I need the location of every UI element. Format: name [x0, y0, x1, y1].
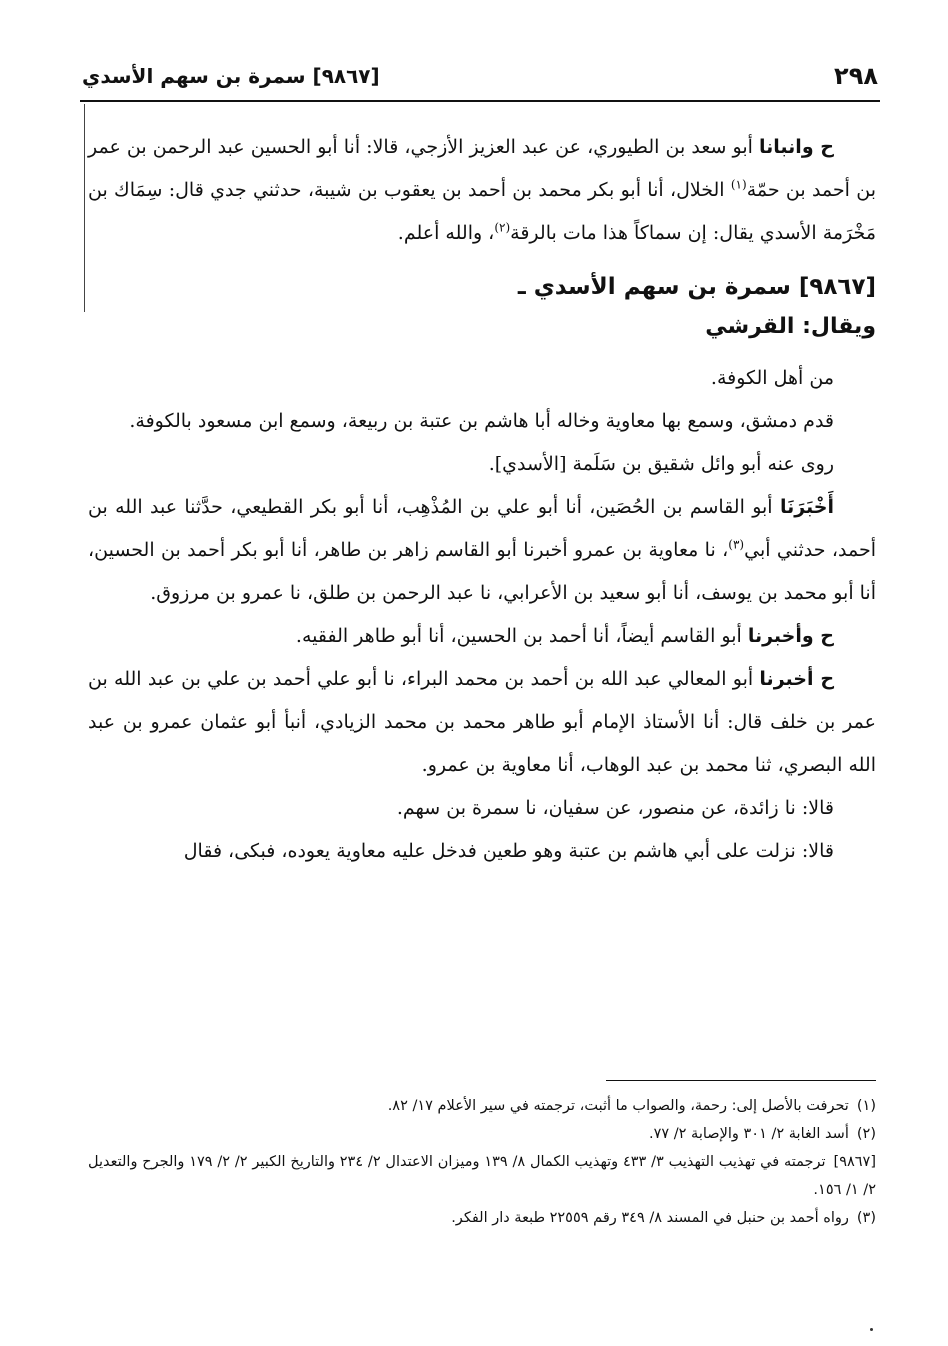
paragraph-text: الخلال، أنا أبو بكر محمد بن أحمد بن يعقوب بن شيبة، حدثني جدي قال: سِمَاك بن مَخْرَمة الأسدي يقال: إن سماكاً هذا مات بالرقة: [88, 179, 876, 244]
paragraph-text: ، نا معاوية بن عمرو أخبرنا أبو القاسم زاهر بن طاهر، أنا أبو بكر أحمد بن الحسين، أنا أبو محمد بن يوسف، أنا أبو سعيد بن الأعرابي، نا عبد الرحمن بن طلق، نا عمرو بن مرزوق.: [88, 539, 876, 604]
footnote-ref: (١): [730, 177, 747, 192]
scan-speck: [870, 1328, 873, 1331]
main-text: [88, 126, 876, 873]
paragraph-narrator: روى عنه أبو وائل شقيق بن سَلَمة [الأسدي].: [488, 453, 834, 475]
footnotes: [88, 1092, 876, 1232]
footnote-ref: (٢): [494, 220, 511, 235]
entry-subtitle: ويقال: القرشي: [705, 314, 876, 339]
footnote-text: رواه أحمد بن حنبل في المسند ٨/ ٣٤٩ رقم ٢٢٥٥٩ طبعة دار الفكر.: [451, 1210, 849, 1226]
page-number: ٢٩٨: [834, 62, 878, 90]
paragraph-matn-1: قالا: نا زائدة، عن منصور، عن سفيان، نا سمرة بن سهم.: [396, 797, 834, 819]
footnote: [88, 1092, 876, 1120]
footnote-mark: (١): [856, 1098, 876, 1114]
paragraph-lead: ح وأخبرنا: [747, 625, 834, 647]
footnote-mark: [٩٨٦٧]: [833, 1154, 877, 1170]
paragraph-isnad-4: [88, 658, 876, 787]
paragraph-lead: ح أخبرنا: [759, 668, 835, 690]
paragraph-text: ، والله أعلم.: [397, 222, 495, 244]
paragraph-text: أبو القاسم أيضاً، أنا أحمد بن الحسين، أنا أبو طاهر الفقيه.: [295, 625, 748, 647]
paragraph-text: أبو المعالي عبد الله بن أحمد بن محمد البراء، نا أبو علي أحمد بن علي بن عبد الله بن عمر بن خلف قال: أنا الأستاذ الإمام أبو طاهر محمد بن محمد الزيادي، أنبأ أبو عثمان عمرو بن عبد الله البصري، ثنا محمد بن عبد الوهاب، أنا معاوية بن عمرو.: [88, 668, 876, 776]
paragraph-lead: ح وانبانا: [759, 136, 834, 158]
margin-rule: [84, 104, 85, 312]
paragraph-travel: قدم دمشق، وسمع بها معاوية وخاله أبا هاشم بن عتبة بن ربيعة، وسمع ابن مسعود بالكوفة.: [129, 410, 834, 432]
paragraph-origin: من أهل الكوفة.: [710, 367, 834, 389]
footnote-mark: (٢): [856, 1126, 876, 1142]
header-rule: [80, 100, 880, 102]
paragraph-matn-2: قالا: نزلت على أبي هاشم بن عتبة وهو طعين فدخل عليه معاوية يعوده، فبكى، فقال: [183, 840, 834, 862]
paragraph-lead: أَخْبَرَنَا: [779, 496, 834, 518]
entry-title: [٩٨٦٧] سمرة بن سهم الأسدي ـ: [517, 274, 876, 300]
footnote-rule: [606, 1080, 876, 1081]
paragraph-text: أبو سعد بن الطيوري، عن عبد العزيز الأزجي، قالا: أنا أبو الحسين عبد الرحمن بن عمر بن أحمد بن حمّة: [88, 136, 876, 201]
paragraph-isnad-3: [88, 615, 876, 658]
footnote-ref: (٣): [728, 537, 745, 552]
footnote: [88, 1120, 876, 1148]
paragraph-isnad-1: [88, 126, 876, 255]
paragraph-isnad-2: [88, 486, 876, 615]
footnote-text: تحرفت بالأصل إلى: رحمة، والصواب ما أثبت، ترجمته في سير الأعلام ١٧/ ٨٢.: [387, 1098, 849, 1114]
footnote-text: ترجمته في تهذيب التهذيب ٣/ ٤٣٣ وتهذيب الكمال ٨/ ١٣٩ وميزان الاعتدال ٢/ ٢٣٤ والتاريخ الكبير ٢/ ٢/ ١٧٩ والجرح والتعديل ٢/ ١/ ١٥٦.: [88, 1154, 876, 1198]
footnote: [88, 1204, 876, 1232]
paragraph-text: أبو القاسم بن الحُصَين، أنا أبو علي بن المُذْهِب، أنا أبو بكر القطيعي، حدَّثنا عبد الله بن أحمد، حدثني أبي: [88, 496, 876, 561]
footnote-text: أسد الغابة ٢/ ٣٠١ والإصابة ٢/ ٧٧.: [648, 1126, 849, 1142]
footnote: [88, 1148, 876, 1204]
running-head: [٩٨٦٧] سمرة بن سهم الأسدي: [82, 64, 380, 88]
footnote-mark: (٣): [856, 1210, 876, 1226]
